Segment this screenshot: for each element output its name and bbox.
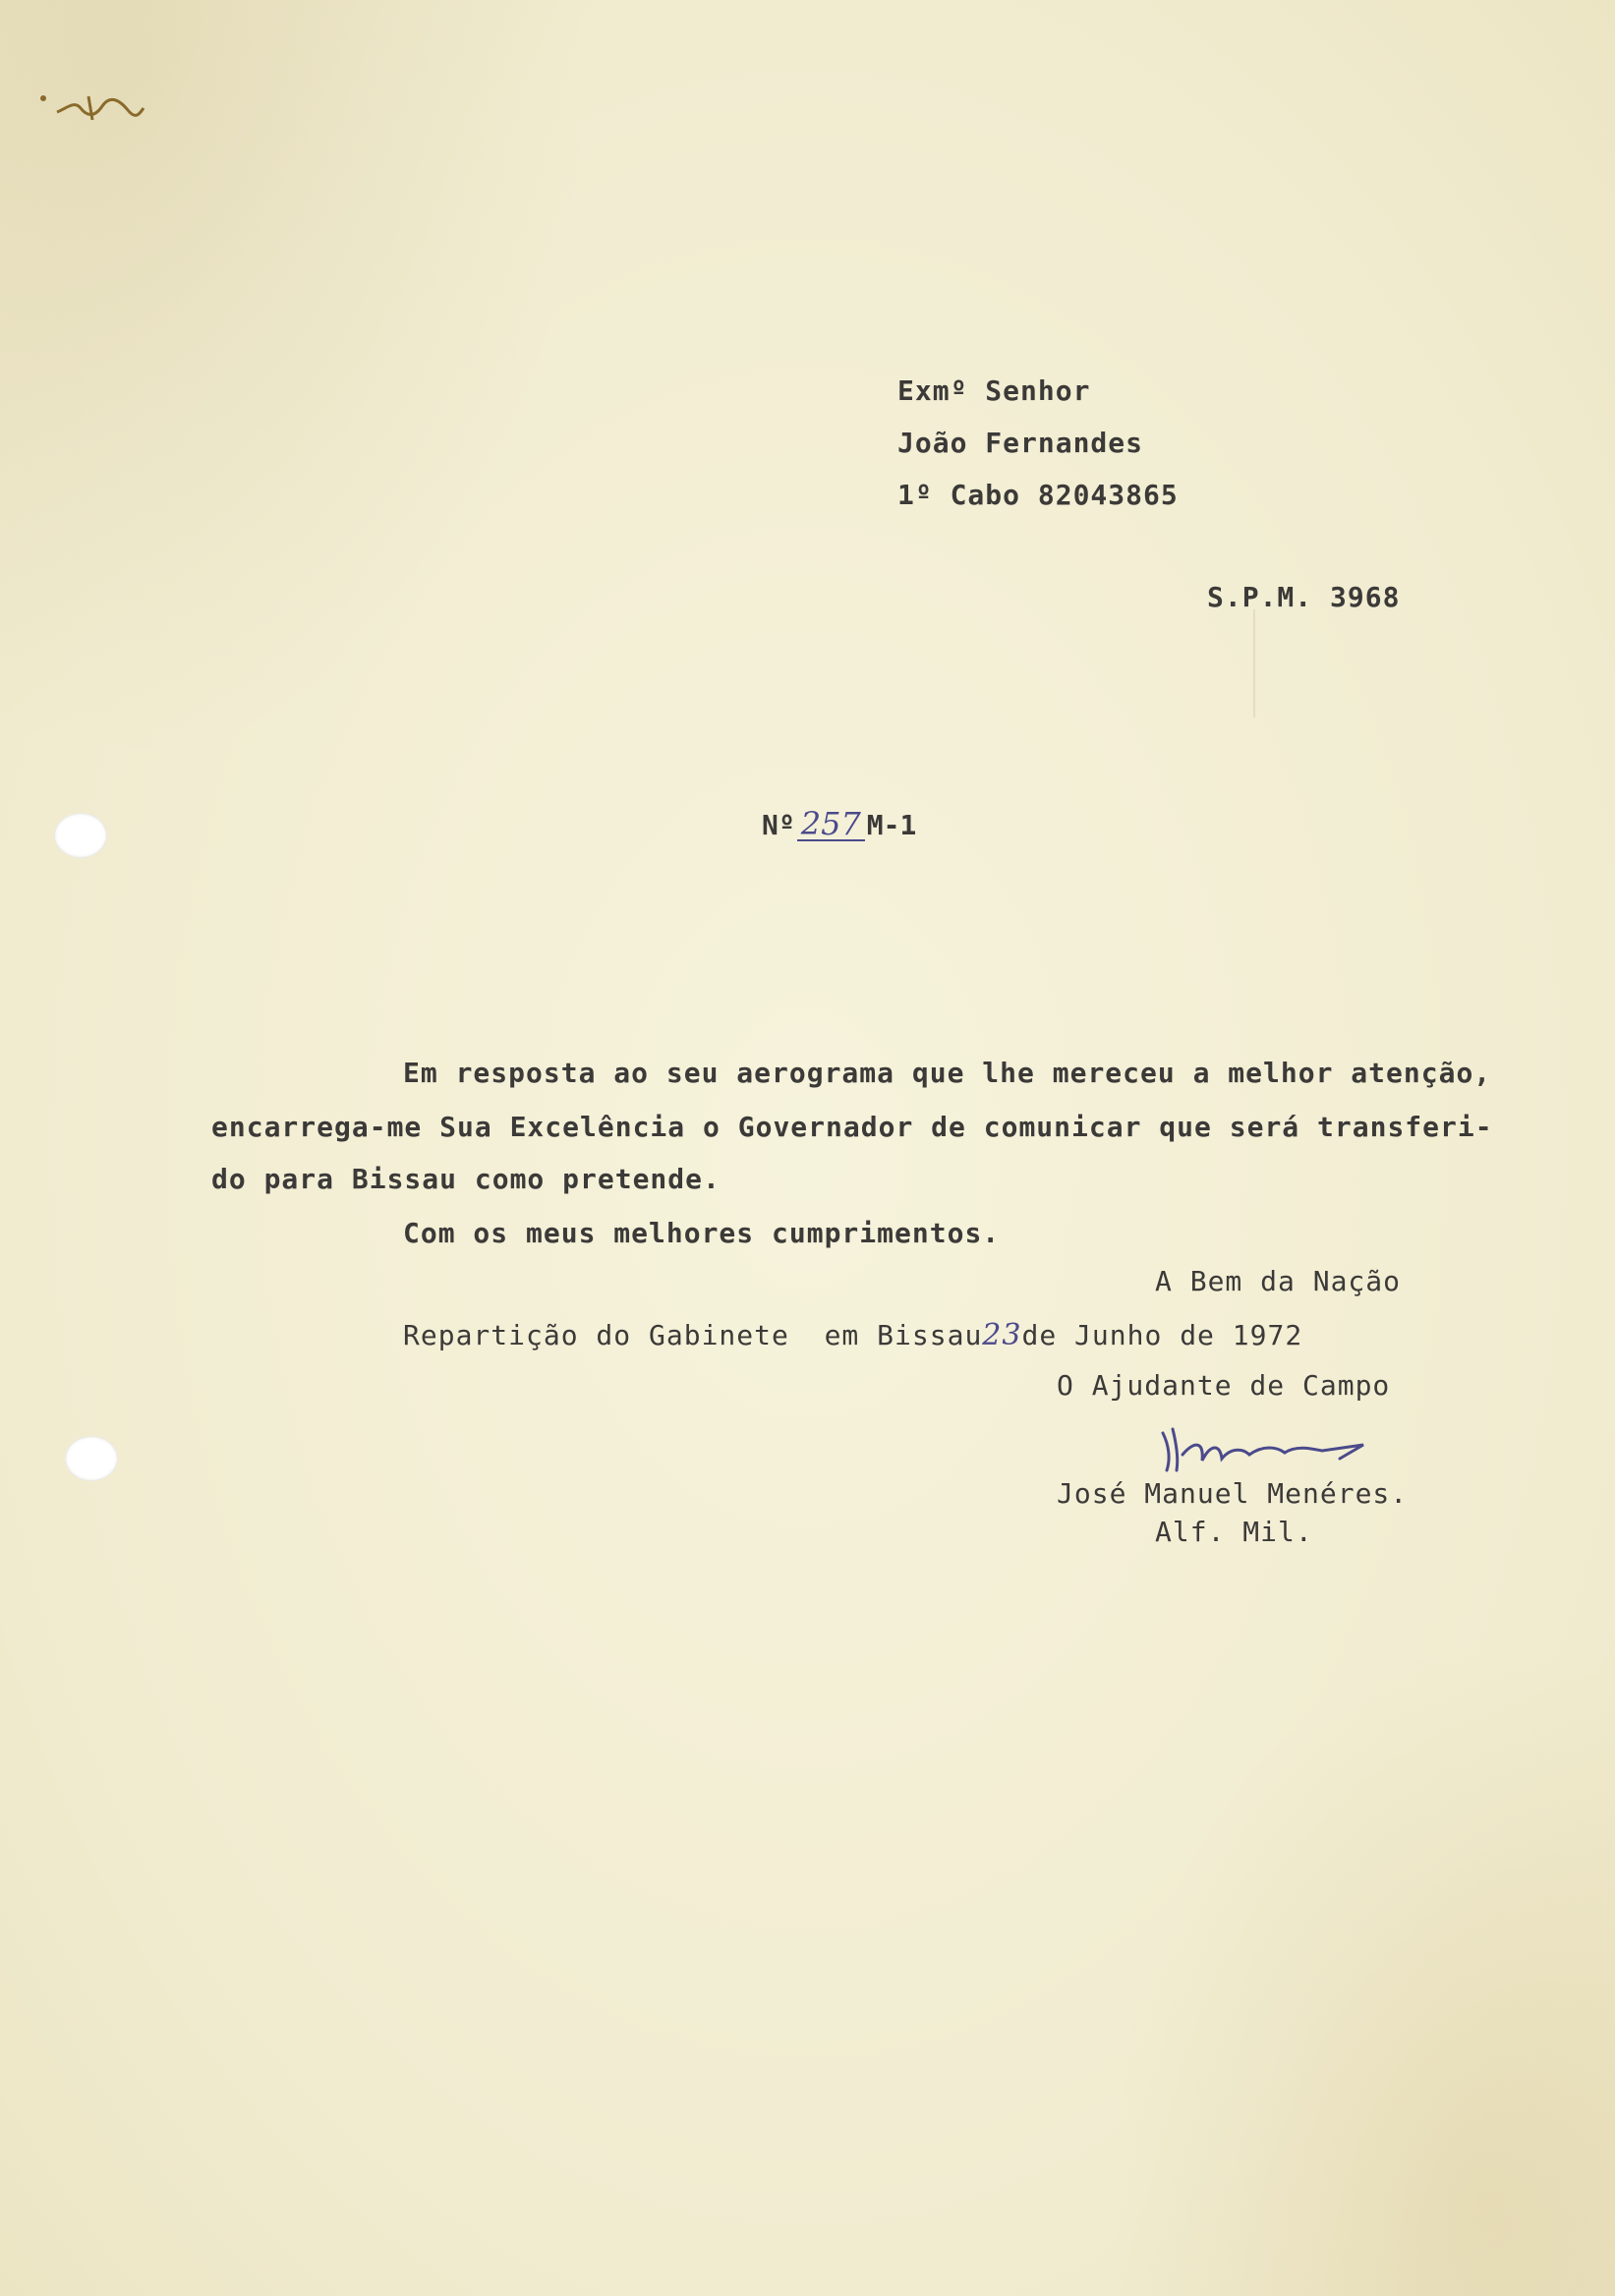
recipient-name: João Fernandes bbox=[897, 427, 1144, 459]
closing-line: Com os meus melhores cumprimentos. bbox=[403, 1217, 1001, 1249]
postal-sector: S.P.M. 3968 bbox=[1207, 581, 1401, 613]
salutation: Exmº Senhor bbox=[897, 374, 1091, 407]
punch-hole-bottom bbox=[65, 1436, 118, 1481]
place-prefix: Repartição do Gabinete em Bissau bbox=[403, 1319, 983, 1351]
reference-suffix: M-1 bbox=[866, 809, 917, 841]
signature-icon bbox=[1155, 1415, 1391, 1474]
handwritten-day: 23 bbox=[982, 1318, 1022, 1352]
recipient-rank-number: 1º Cabo 82043865 bbox=[897, 479, 1179, 511]
body-line-2: encarrega-me Sua Excelência o Governador de comunicar que será transferi- bbox=[211, 1111, 1493, 1143]
signer-role: O Ajudante de Campo bbox=[1057, 1369, 1391, 1402]
body-line-1: Em resposta ao seu aerograma que lhe mereceu a melhor atenção, bbox=[403, 1057, 1492, 1089]
reference-number bbox=[762, 805, 917, 842]
signer-name: José Manuel Menéres. bbox=[1057, 1477, 1409, 1510]
body-line-3: do para Bissau como pretende. bbox=[211, 1163, 721, 1195]
signer-rank: Alf. Mil. bbox=[1155, 1516, 1313, 1548]
handwritten-corner-mark-icon bbox=[37, 90, 145, 124]
reference-prefix: Nº bbox=[762, 809, 795, 841]
date-suffix: de Junho de 1972 bbox=[1021, 1319, 1303, 1351]
place-date-line bbox=[403, 1318, 1303, 1352]
paper-fold-mark bbox=[1253, 609, 1255, 718]
punch-hole-top bbox=[54, 813, 107, 858]
reference-handwritten-number: 257 bbox=[797, 808, 865, 841]
motto: A Bem da Nação bbox=[1155, 1265, 1402, 1297]
